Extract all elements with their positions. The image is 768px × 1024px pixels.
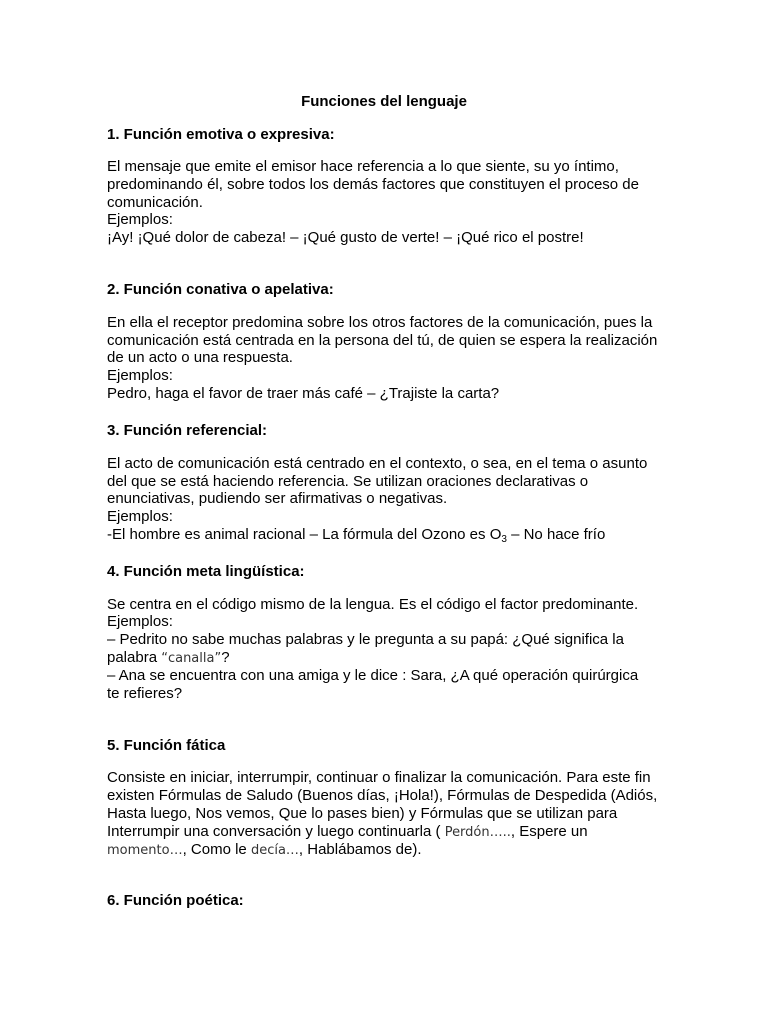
section-5-line-3: Hasta luego, Nos vemos, Que lo pases bien) y Fórmulas que se utilizan para bbox=[107, 805, 618, 822]
section-5-line-2: existen Fórmulas de Saludo (Buenos días, ¡Hola!), Fórmulas de Despedida (Adiós, bbox=[107, 787, 658, 804]
section-5-line-5-d: , Hablábamos de). bbox=[298, 841, 422, 858]
perdon-text: Perdón….. bbox=[444, 825, 511, 840]
section-6-heading: 6. Función poética: bbox=[107, 892, 244, 909]
section-5-heading: 5. Función fática bbox=[107, 737, 226, 754]
section-3-examples-label: Ejemplos: bbox=[107, 508, 173, 525]
section-3-heading: 3. Función referencial: bbox=[107, 422, 268, 439]
section-1-line-2: predominando él, sobre todos los demás factores que constituyen el proceso de bbox=[107, 176, 639, 193]
section-1-line-3: comunicación. bbox=[107, 194, 203, 211]
section-2-line-3: de un acto o una respuesta. bbox=[107, 349, 293, 366]
ozone-subscript: 3 bbox=[501, 534, 507, 545]
section-2-example: Pedro, haga el favor de traer más café – ¿Trajiste la carta? bbox=[107, 385, 500, 402]
section-5-line-1: Consiste en iniciar, interrumpir, continuar o finalizar la comunicación. Para este fin bbox=[107, 769, 651, 786]
section-5-line-4-a: Interrumpir una conversación y luego continuarla ( bbox=[107, 823, 445, 840]
section-5-line-5 bbox=[107, 841, 422, 859]
section-3-example bbox=[107, 526, 605, 545]
section-1-heading: 1. Función emotiva o expresiva: bbox=[107, 126, 335, 143]
section-5-line-4 bbox=[107, 823, 588, 841]
section-4-example-2-a: palabra bbox=[107, 649, 162, 666]
section-5-line-4-c: , Espere un bbox=[510, 823, 588, 840]
section-4-example-2-c: ? bbox=[221, 649, 230, 666]
section-3-line-3: enunciativas, pudiendo ser afirmativas o negativas. bbox=[107, 490, 448, 507]
section-2-examples-label: Ejemplos: bbox=[107, 367, 173, 384]
section-3-example-b: – No hace frío bbox=[506, 526, 606, 543]
momento-text: momento… bbox=[107, 843, 183, 858]
section-2-line-2: comunicación está centrada en la persona del tú, de quien se espera la realización bbox=[107, 332, 658, 349]
section-5-line-5-b: , Como le bbox=[182, 841, 251, 858]
section-4-heading: 4. Función meta lingüística: bbox=[107, 563, 305, 580]
section-4-example-3: – Ana se encuentra con una amiga y le dice : Sara, ¿A qué operación quirúrgica bbox=[107, 667, 639, 684]
section-2-line-1: En ella el receptor predomina sobre los otros factores de la comunicación, pues la bbox=[107, 314, 653, 331]
section-2-heading: 2. Función conativa o apelativa: bbox=[107, 281, 334, 298]
decia-text: decía… bbox=[250, 843, 299, 858]
section-1-examples-label: Ejemplos: bbox=[107, 211, 173, 228]
section-4-example-1: – Pedrito no sabe muchas palabras y le pregunta a su papá: ¿Qué significa la bbox=[107, 631, 624, 648]
section-4-line-1: Se centra en el código mismo de la lengua. Es el código el factor predominante. bbox=[107, 596, 639, 613]
section-4-example-4: te refieres? bbox=[107, 685, 183, 702]
page-title: Funciones del lenguaje bbox=[301, 93, 467, 110]
section-4-example-2 bbox=[107, 649, 230, 667]
section-3-example-a: -El hombre es animal racional – La fórmula del Ozono es O bbox=[107, 526, 502, 543]
section-4-examples-label: Ejemplos: bbox=[107, 613, 173, 630]
section-3-line-1: El acto de comunicación está centrado en el contexto, o sea, en el tema o asunto bbox=[107, 455, 648, 472]
quoted-word: “canalla” bbox=[161, 651, 222, 666]
section-3-line-2: del que se está haciendo referencia. Se utilizan oraciones declarativas o bbox=[107, 473, 589, 490]
section-1-line-1: El mensaje que emite el emisor hace referencia a lo que siente, su yo íntimo, bbox=[107, 158, 619, 175]
section-1-example: ¡Ay! ¡Qué dolor de cabeza! – ¡Qué gusto de verte! – ¡Qué rico el postre! bbox=[107, 229, 584, 246]
